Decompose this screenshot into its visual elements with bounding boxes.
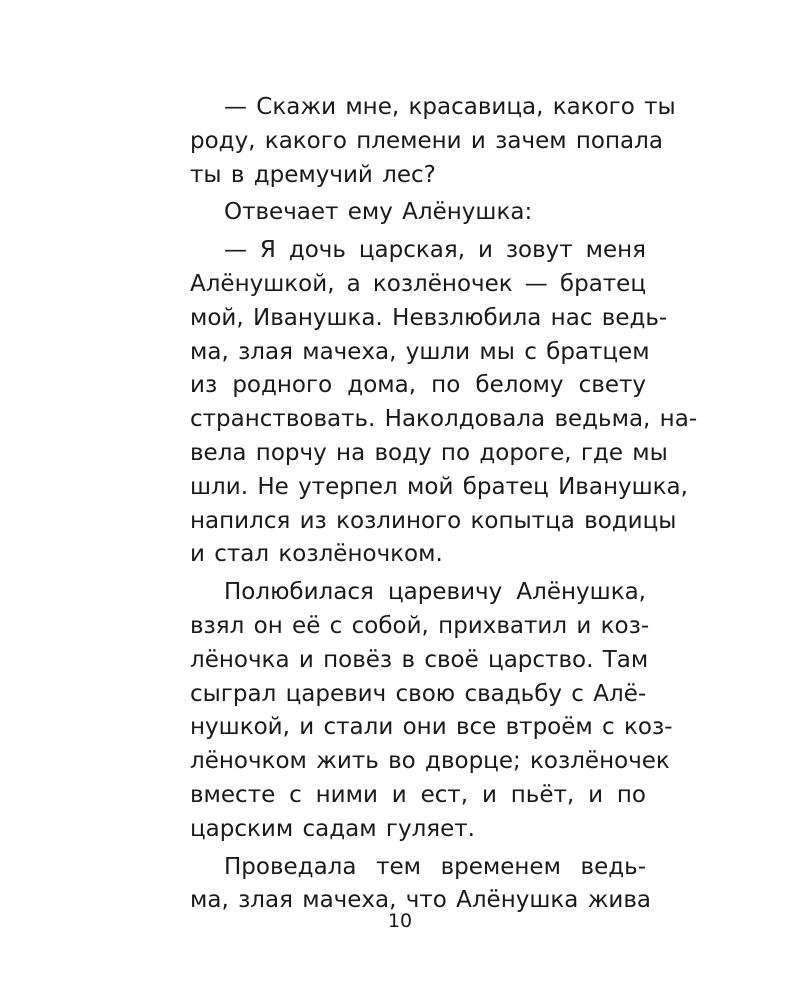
text-line: Отвечает ему Алёнушка: xyxy=(224,199,533,226)
text-line: — Я дочь царская, и зовут меня xyxy=(224,237,646,264)
text-line: из родного дома, по белому свету xyxy=(190,372,646,399)
text-line: нушкой, и стали они все втроём с коз- xyxy=(190,714,673,741)
text-line: Полюбилася царевичу Алёнушка, xyxy=(224,579,646,606)
text-line: царским садам гуляет. xyxy=(190,815,475,842)
text-line: вела порчу на воду по дороге, где мы xyxy=(190,439,668,466)
paragraph-4 xyxy=(190,576,673,846)
text-line: взял он её с собой, прихватил и коз- xyxy=(190,612,650,639)
text-line: Алёнушкой, а козлёночек — братец xyxy=(190,270,646,297)
text-line: и стал козлёночком. xyxy=(190,541,443,568)
text-line: Проведала тем временем ведь- xyxy=(224,853,646,880)
text-line: роду, какого племени и зачем попала xyxy=(190,127,663,154)
paragraph-2 xyxy=(190,196,646,230)
text-line: ма, злая мачеха, ушли мы с братцем xyxy=(190,338,650,365)
page-number: 10 xyxy=(387,910,413,932)
text-line: лёночком жить во дворце; козлёночек xyxy=(190,748,670,775)
text-line: вместе с ними и ест, и пьёт, и по xyxy=(190,781,646,808)
paragraph-3 xyxy=(190,234,698,572)
paragraph-5 xyxy=(190,851,652,919)
text-line: ма, злая мачеха, что Алёнушка жива xyxy=(190,887,652,914)
text-line: — Скажи мне, красавица, какого ты xyxy=(224,94,676,120)
paragraph-1 xyxy=(190,91,676,192)
text-line: напился из козлиного копытца водицы xyxy=(190,507,677,534)
text-line: ты в дремучий лес? xyxy=(190,161,436,188)
text-line: странствовать. Наколдовала ведьма, на- xyxy=(190,406,698,433)
text-line: сыграл царевич свою свадьбу с Алё- xyxy=(190,680,647,707)
story-text xyxy=(190,91,698,918)
text-line: лёночка и повёз в своё царство. Там xyxy=(190,646,649,673)
text-line: шли. Не утерпел мой братец Иванушка, xyxy=(190,473,688,500)
text-line: мой, Иванушка. Невзлюбила нас ведь- xyxy=(190,304,668,331)
